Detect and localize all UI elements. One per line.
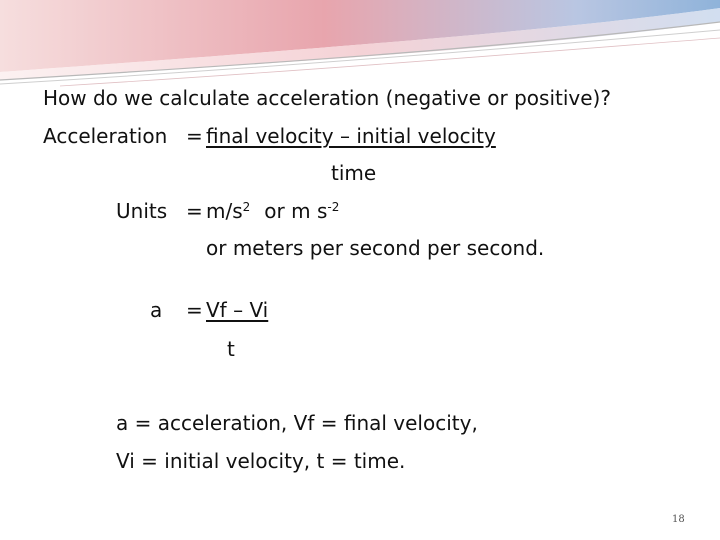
units-equals: = (186, 199, 203, 223)
units-words: or meters per second per second. (206, 236, 545, 260)
formula-equals: = (186, 298, 203, 322)
formula-denominator: t (227, 337, 235, 361)
units-negative-exponent: -2 (327, 200, 340, 214)
units-base: m/s (206, 199, 243, 223)
acceleration-equals: = (186, 124, 203, 148)
units-alt: or m s (264, 199, 328, 223)
formula-symbol: a (150, 298, 163, 322)
acceleration-label: Acceleration (43, 124, 168, 148)
units-exponent: 2 (242, 200, 251, 214)
acceleration-denominator: time (331, 161, 377, 185)
swoosh-band-main (0, 0, 720, 72)
legend-line-2: Vi = initial velocity, t = time. (116, 449, 406, 473)
header-swoosh-decoration (0, 0, 720, 90)
formula-numerator: Vf – Vi (206, 298, 269, 322)
page-number: 18 (672, 514, 685, 525)
units-label: Units (116, 199, 168, 223)
legend-line-1: a = acceleration, Vf = final velocity, (116, 411, 478, 435)
question-text: How do we calculate acceleration (negative or positive)? (43, 86, 611, 110)
units-expression (206, 199, 339, 223)
acceleration-numerator: final velocity – initial velocity (206, 124, 496, 148)
